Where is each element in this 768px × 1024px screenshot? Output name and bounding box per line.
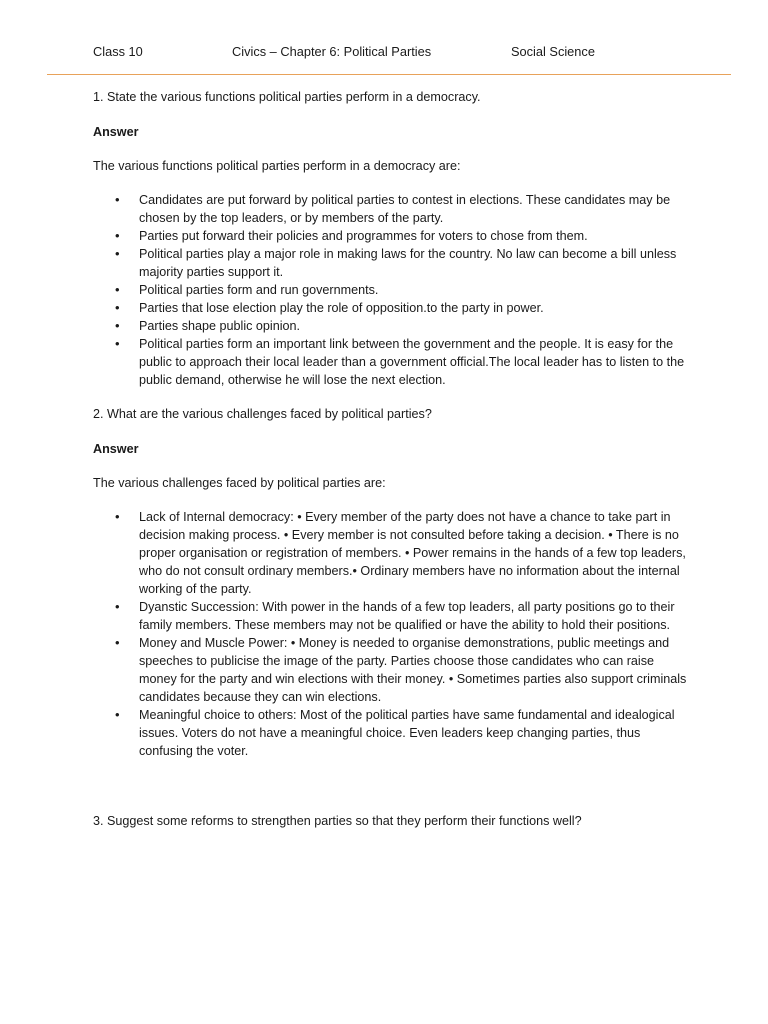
- answer-label-1: Answer: [93, 125, 139, 139]
- answer-intro-2: The various challenges faced by political parties are:: [93, 476, 386, 490]
- challenges-list: [93, 508, 693, 760]
- question-3: 3. Suggest some reforms to strengthen parties so that they perform their functions well?: [93, 814, 582, 828]
- page-header: [0, 43, 768, 63]
- list-item: • Parties put forward their policies and programmes for voters to chose from them.: [139, 227, 693, 245]
- list-item: • Money and Muscle Power: • Money is needed to organise demonstrations, public meetings and speeches to publicise the image of the party. Parties choose those candidates who can raise money for the party and win elections with their money. • Sometimes parties also support criminals candidates because they can win elections.: [139, 634, 693, 706]
- list-item: • Meaningful choice to others: Most of the political parties have same fundamental and idealogical issues. Voters do not have a meaningful choice. Even leaders keep changing parties, thus confusing the voter.: [139, 706, 693, 760]
- question-2: 2. What are the various challenges faced by political parties?: [93, 407, 432, 421]
- question-1: 1. State the various functions political parties perform in a democracy.: [93, 90, 481, 104]
- list-item: • Lack of Internal democracy: • Every member of the party does not have a chance to take part in decision making process. • Every member is not consulted before taking a decision. • There is no proper organisation or registration of members. • Power remains in the hands of a few top leaders, who do not consult ordinary members.• Ordinary members have no information about the internal working of the party.: [139, 508, 693, 598]
- document-body: [93, 88, 693, 830]
- header-class: Class 10: [93, 44, 143, 59]
- list-item: • Political parties form and run governments.: [139, 281, 693, 299]
- answer-intro-1: The various functions political parties perform in a democracy are:: [93, 159, 461, 173]
- answer-label-2: Answer: [93, 442, 139, 456]
- header-chapter: Civics – Chapter 6: Political Parties: [232, 44, 432, 59]
- list-item: • Candidates are put forward by political parties to contest in elections. These candidates may be chosen by the top leaders, or by members of the party.: [139, 191, 693, 227]
- list-item: • Political parties play a major role in making laws for the country. No law can become a bill unless majority parties support it.: [139, 245, 693, 281]
- header-divider: [47, 74, 731, 75]
- functions-list: [93, 191, 693, 389]
- header-subject: Social Science: [511, 44, 595, 59]
- list-item: • Dyanstic Succession: With power in the hands of a few top leaders, all party positions go to their family members. These members may not be qualified or have the ability to hold their positions.: [139, 598, 693, 634]
- list-item: • Parties that lose election play the role of opposition.to the party in power.: [139, 299, 693, 317]
- list-item: • Parties shape public opinion.: [139, 317, 693, 335]
- list-item: • Political parties form an important link between the government and the people. It is easy for the public to approach their local leader than a government official.The local leader has to listen to the public demand, otherwise he will lose the next election.: [139, 335, 693, 389]
